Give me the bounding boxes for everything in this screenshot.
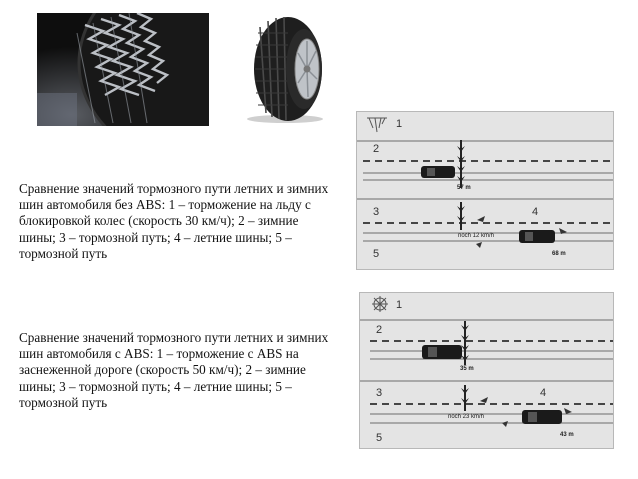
snowflake-icon (372, 296, 388, 312)
brake-point-marker (457, 202, 465, 230)
remaining-speed: noch 12 km/h (458, 233, 495, 239)
caption-with-abs: Сравнение значений тормозного пути летних и зимних шин автомобиля с ABS: 1 – торможение с ABS на заснеженной дороге (скорость 50 км/ч); 2 – зимние шины; 3 – тормозной путь; 4 – летние шины; 5 – тормозной путь (19, 330, 329, 410)
winter-tire-car (421, 166, 455, 178)
summer-tire-car (519, 230, 555, 243)
summer-distance: 43 m (560, 432, 574, 438)
winter-distance: 35 m (460, 366, 474, 372)
label-3: 3 (376, 387, 383, 399)
remaining-speed: noch 23 km/h (448, 414, 485, 420)
label-2: 2 (376, 324, 383, 336)
brake-point-marker (457, 140, 465, 188)
winter-distance: 57 m (457, 185, 471, 191)
winter-tire-tread-photo (37, 13, 209, 126)
ice-condition-icon (367, 118, 387, 132)
label-1: 1 (396, 118, 403, 130)
braking-diagram-snow (359, 292, 614, 449)
label-5: 5 (376, 432, 383, 444)
label-4: 4 (540, 387, 547, 399)
label-2: 2 (373, 143, 380, 155)
summer-tire-car (522, 410, 562, 424)
caption-without-abs: Сравнение значений тормозного пути летних и зимних шин автомобиля без ABS: 1 – торможение на льду с блокировкой колес (скорость 30 км/ч); 2 – зимние шины; 3 – тормозной путь; 4 – летние шины; 5 – тормозной путь (19, 181, 329, 261)
winter-tire-car (422, 345, 462, 359)
brake-point-marker (461, 321, 469, 365)
tire-side-photo (238, 13, 328, 126)
label-1: 1 (396, 299, 403, 311)
braking-diagram-ice (356, 111, 614, 270)
brake-point-marker (461, 385, 469, 411)
summer-distance: 68 m (552, 251, 566, 257)
label-4: 4 (532, 206, 539, 218)
label-5: 5 (373, 248, 380, 260)
label-3: 3 (373, 206, 380, 218)
